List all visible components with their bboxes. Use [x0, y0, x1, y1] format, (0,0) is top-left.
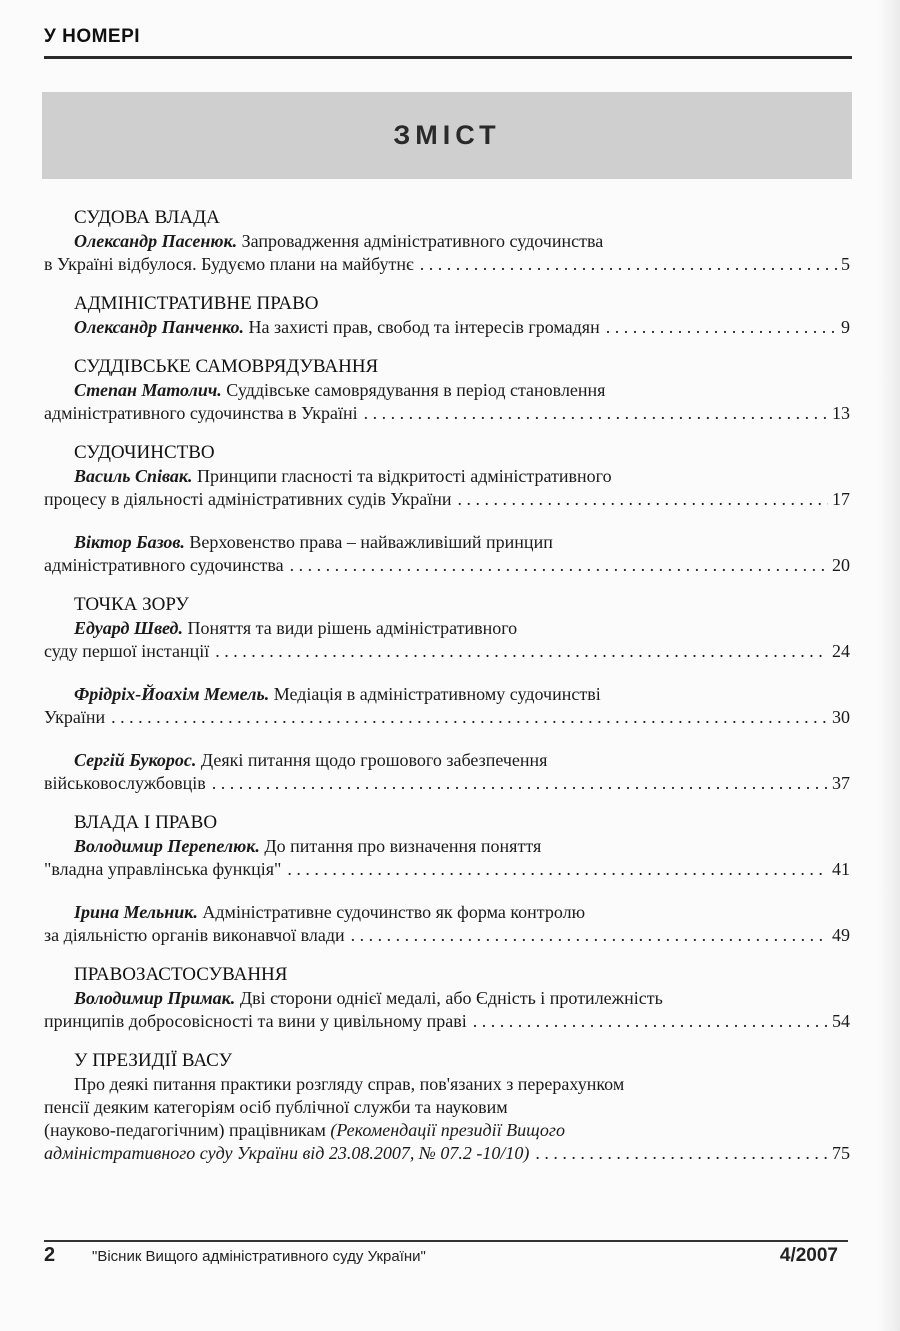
entry-text	[74, 316, 600, 339]
page-number: 49	[832, 925, 850, 945]
toc-section	[44, 963, 850, 1033]
section-title: АДМІНІСТРАТИВНЕ ПРАВО	[74, 293, 319, 314]
entry-last-line	[44, 554, 850, 577]
dot-leader	[535, 1142, 828, 1165]
section-title: У ПРЕЗИДІЇ ВАСУ	[74, 1050, 233, 1071]
entry-title: Поняття та види рішень адміністративного	[187, 618, 518, 638]
entry-title: Запровадження адміністративного судочинства	[241, 231, 604, 251]
entry-title: Медіація в адміністративному судочинстві	[273, 684, 601, 704]
entry-source-italic: (Рекомендації президії Вищого	[330, 1120, 565, 1140]
page-number: 75	[832, 1143, 850, 1163]
dot-leader	[458, 488, 829, 511]
table-of-contents	[44, 206, 850, 1175]
entry-single-line	[44, 316, 850, 339]
page-number: 13	[832, 403, 850, 423]
entry-author: Ірина Мельник.	[74, 902, 198, 922]
dot-leader	[212, 772, 828, 795]
entry-author: Володимир Примак.	[74, 988, 236, 1008]
section-title: СУДДІВСЬКЕ САМОВРЯДУВАННЯ	[74, 356, 379, 377]
entry-last-line	[44, 1142, 850, 1165]
section-title: СУДОЧИНСТВО	[74, 442, 215, 463]
page-number: 30	[832, 707, 850, 727]
entry-title-cont: військовослужбовців	[44, 773, 206, 793]
entry-title-cont: процесу в діяльності адміністративних судів України	[44, 489, 452, 509]
entry-title: Верховенство права – найважливіший принцип	[189, 532, 553, 552]
entry-author: Фрідріх-Йоахім Мемель.	[74, 684, 270, 704]
entry-first-line	[44, 987, 850, 1010]
entry-title: На захисті прав, свобод та інтересів громадян	[248, 317, 600, 337]
entry-last-line	[44, 924, 850, 947]
entry-last-line	[44, 402, 850, 425]
entry-title-cont: адміністративного судочинства в Україні	[44, 403, 358, 423]
entry-title: Суддівське самоврядування в період становлення	[226, 380, 606, 400]
toc-entry[interactable]	[44, 316, 850, 339]
page-number: 41	[832, 859, 850, 879]
toc-entry[interactable]	[44, 901, 850, 947]
footer-page-number: 2	[44, 1244, 56, 1266]
header-rule	[44, 56, 852, 59]
toc-entry[interactable]	[44, 465, 850, 511]
section-title: ПРАВОЗАСТОСУВАННЯ	[74, 964, 288, 985]
entry-author: Олександр Пасенюк.	[74, 231, 238, 251]
toc-entry[interactable]	[44, 617, 850, 663]
entry-last-line	[44, 858, 850, 881]
toc-section	[44, 206, 850, 276]
toc-section	[44, 441, 850, 577]
page-number: 24	[832, 641, 850, 661]
entry-line: Про деякі питання практики розгляду справ, пов'язаних з перерахунком	[74, 1074, 625, 1094]
dot-leader	[287, 858, 828, 881]
entry-title-cont: адміністративного судочинства	[44, 555, 284, 575]
dot-leader	[215, 640, 828, 663]
entry-title: Деякі питання щодо грошового забезпечення	[200, 750, 548, 770]
section-title: СУДОВА ВЛАДА	[74, 207, 220, 228]
section-title: ВЛАДА І ПРАВО	[74, 812, 218, 833]
toc-entry[interactable]	[44, 683, 850, 729]
entry-title-cont: за діяльністю органів виконавчої влади	[44, 925, 345, 945]
entry-first-line	[44, 465, 850, 488]
page-number: 54	[832, 1011, 850, 1031]
section-header: У НОМЕРІ	[44, 26, 141, 47]
entry-title: До питання про визначення поняття	[264, 836, 542, 856]
toc-entry[interactable]	[44, 531, 850, 577]
page-number: 20	[832, 555, 850, 575]
page-number: 37	[832, 773, 850, 793]
entry-title-cont: в Україні відбулося. Будуємо плани на майбутнє	[44, 254, 414, 274]
entry-line: пенсії деяким категоріям осіб публічної служби та науковим	[44, 1097, 508, 1117]
toc-entry[interactable]	[44, 835, 850, 881]
toc-entry[interactable]	[44, 749, 850, 795]
entry-author: Олександр Панченко.	[74, 317, 244, 337]
entry-last-line	[44, 488, 850, 511]
page-number: 5	[841, 254, 850, 274]
entry-first-line	[44, 379, 850, 402]
page-footer	[44, 1244, 844, 1272]
entry-author: Володимир Перепелюк.	[74, 836, 260, 856]
entry-author: Василь Співак.	[74, 466, 193, 486]
entry-first-line	[44, 230, 850, 253]
entry-first-line	[44, 683, 850, 706]
footer-rule	[44, 1240, 848, 1242]
dot-leader	[606, 316, 837, 339]
toc-entry[interactable]	[44, 379, 850, 425]
entry-author: Степан Матолич.	[74, 380, 222, 400]
entry-last-line	[44, 640, 850, 663]
toc-section	[44, 355, 850, 425]
issue-number: 4/2007	[779, 1245, 838, 1266]
entry-title: Дві сторони однієї медалі, або Єдність і протилежність	[239, 988, 663, 1008]
page-number: 17	[832, 489, 850, 509]
toc-section	[44, 593, 850, 795]
entry-author: Віктор Базов.	[74, 532, 185, 552]
entry-first-line	[44, 901, 850, 924]
entry-first-line	[44, 531, 850, 554]
dot-leader	[364, 402, 828, 425]
entry-last-line	[44, 706, 850, 729]
dot-leader	[420, 253, 837, 276]
entry-first-line	[44, 749, 850, 772]
dot-leader	[473, 1010, 828, 1033]
entry-last-line	[44, 253, 850, 276]
page-number: 9	[841, 317, 850, 337]
toc-section-presidium	[44, 1049, 850, 1165]
entry-title: Адміністративне судочинство як форма контролю	[202, 902, 586, 922]
toc-section	[44, 292, 850, 339]
toc-entry[interactable]	[44, 230, 850, 276]
entry-title: Принципи гласності та відкритості адміністративного	[197, 466, 612, 486]
entry-title-cont: України	[44, 707, 106, 727]
contents-title: ЗМІСТ	[393, 120, 501, 150]
entry-author: Сергій Букорос.	[74, 750, 197, 770]
toc-entry[interactable]	[44, 1073, 850, 1165]
entry-text: (науково-педагогічним) працівникам	[44, 1120, 326, 1140]
page-edge-shadow	[878, 0, 900, 1331]
entry-title-cont: суду першої інстанції	[44, 641, 210, 661]
entry-title-cont: "владна управлінська функція"	[44, 859, 282, 879]
section-title: ТОЧКА ЗОРУ	[74, 594, 189, 615]
journal-name: "Вісник Вищого адміністративного суду України"	[92, 1248, 426, 1265]
entry-line	[44, 1119, 850, 1142]
contents-banner	[42, 92, 852, 179]
dot-leader	[351, 924, 828, 947]
toc-section	[44, 811, 850, 947]
entry-last-line	[44, 1010, 850, 1033]
toc-entry[interactable]	[44, 987, 850, 1033]
dot-leader	[111, 706, 828, 729]
entry-last-line	[44, 772, 850, 795]
entry-first-line	[44, 617, 850, 640]
entry-author: Едуард Швед.	[74, 618, 183, 638]
dot-leader	[290, 554, 828, 577]
entry-source-italic: адміністративного суду України від 23.08.2007, № 07.2 -10/10)	[44, 1143, 530, 1163]
entry-title-cont: принципів добросовісності та вини у цивільному праві	[44, 1011, 467, 1031]
entry-first-line	[44, 835, 850, 858]
